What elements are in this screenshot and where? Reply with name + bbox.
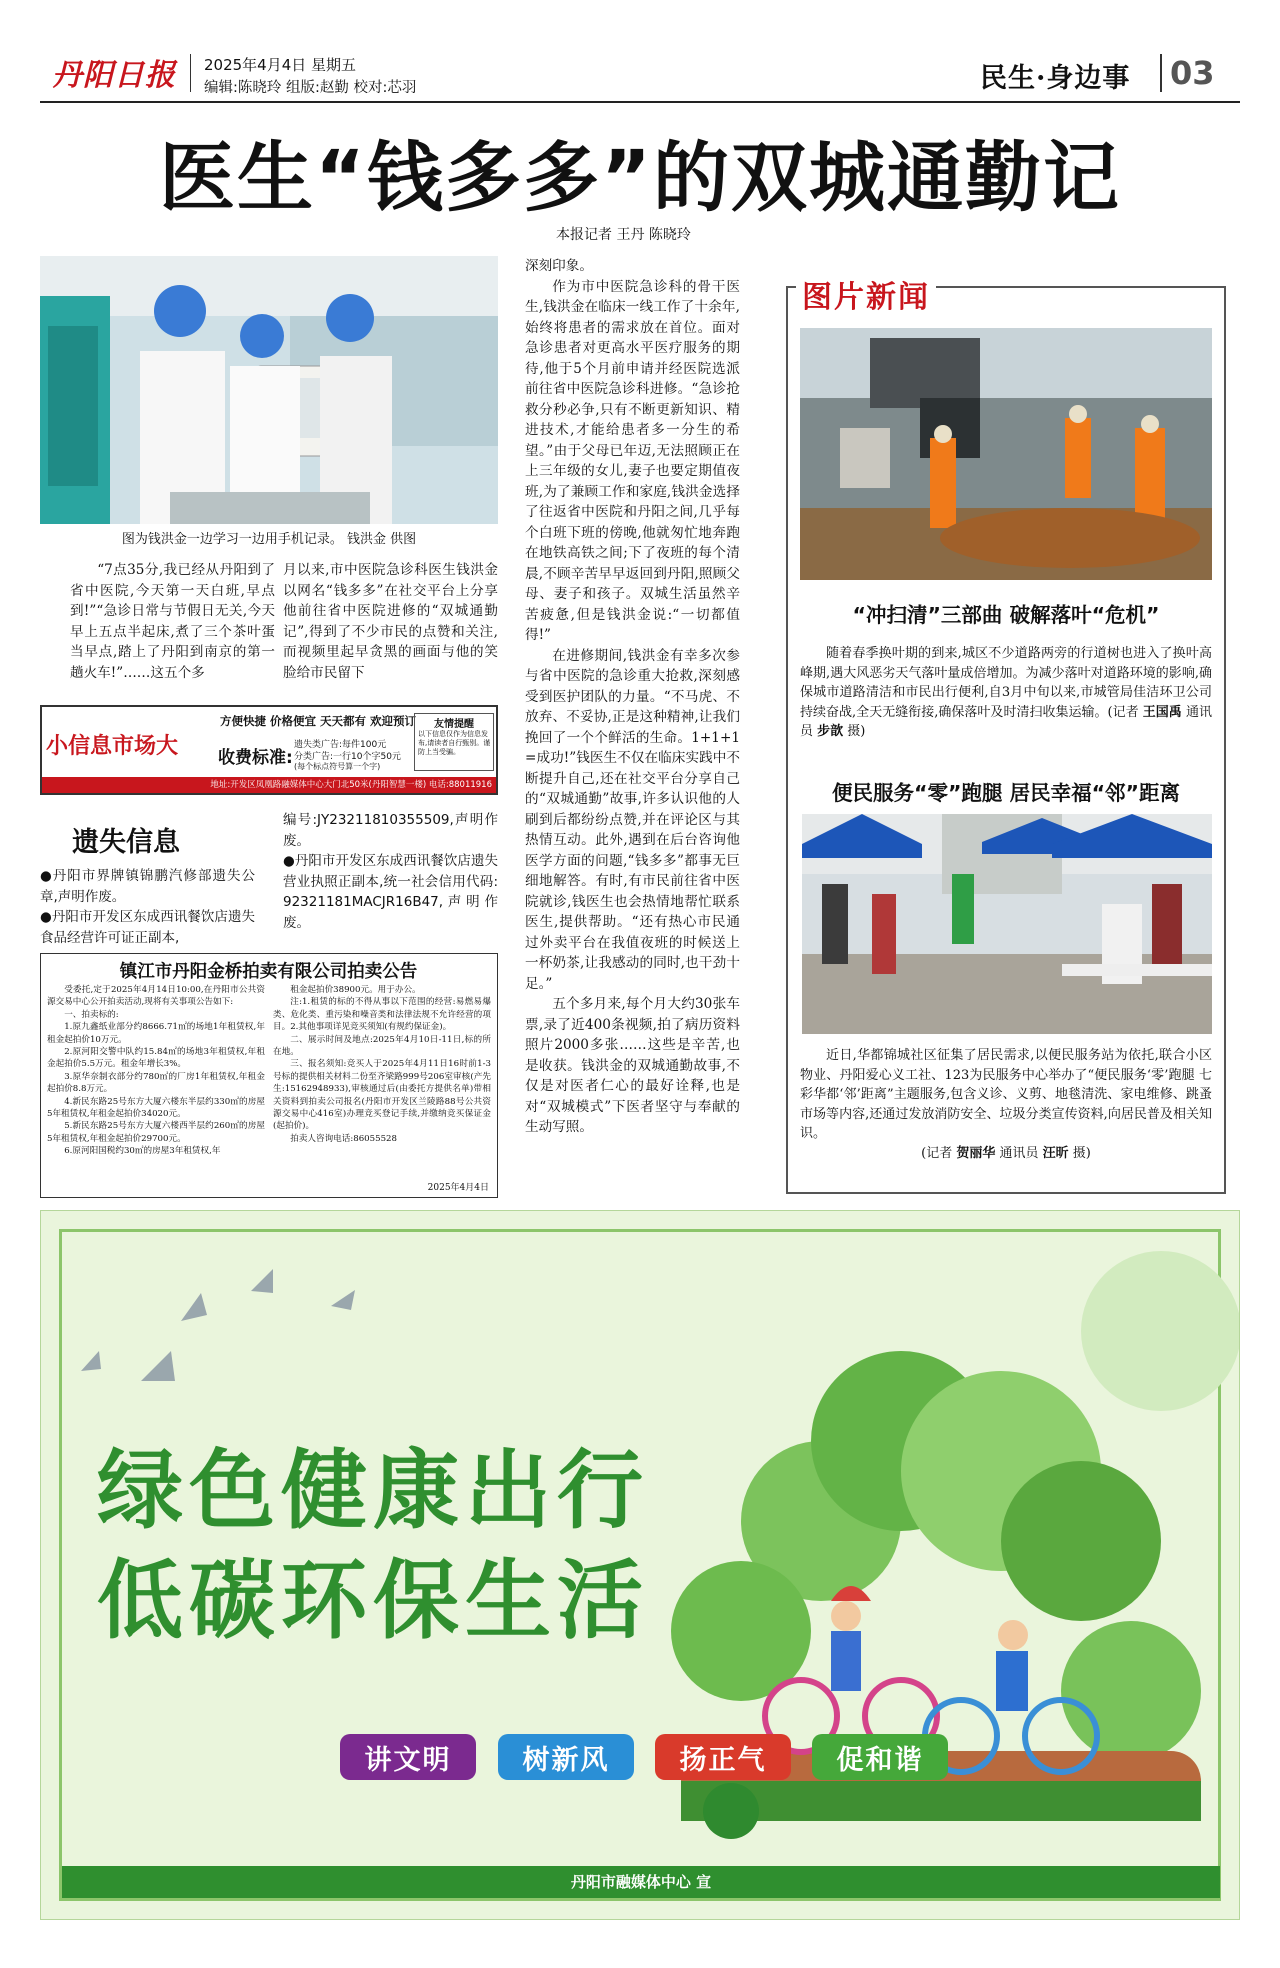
story-col-3-p4: 五个多月来,每个月大约30张车票,录了近400条视频,拍了病历资料照片2000多张……这些是辛苦,也是收获。钱洪金的双城通勤故事,不仅是对医者仁心的最好诠释,也是对“双城模式”下医者坚守与奉献的生动写照。 [525, 996, 740, 1135]
story-col-3-p2: 作为市中医院急诊科的骨干医生,钱洪金在临床一线工作了十余年,始终将患者的需求放在首位。面对急诊患者对更高水平医疗服务的期待,他于5个月前申请并经医院选派前往省中医院急诊科进修。“急诊抢救分秒必争,只有不断更新知识、精进技术,才能给患者多一分生的希望。”由于父母已年迈,无法照顾正在上三年级的女儿,妻子也要定期值夜班,为了兼顾工作和家庭,钱洪金选择了往返省中医院和丹阳之间,几乎每个白班下班的傍晚,他就匆忙地奔跑在地铁高铁之间;下了夜班的每个清晨,不顾辛苦早早返回到丹阳,照顾父母、妻子和孩子。双城生活虽然辛苦疲惫,但是钱洪金说:“一切都值得!” [525, 278, 740, 643]
lost-title: 遗失信息 [72, 827, 180, 858]
lost-item-3: ●丹阳市开发区东成西讯餐饮店遗失营业执照正副本,统一社会信用代码:92321181MACJR16B47,声明作废。 [283, 853, 498, 931]
psa-pill-3: 扬正气 [655, 1734, 791, 1780]
masthead-logo: 丹阳日报 [52, 58, 176, 93]
auction-left-line: 3.原华奈制衣部分约780㎡的厂房1年租赁权,年租金起拍价8.8万元。 [47, 1071, 265, 1095]
psa-line-2: 低碳环保生活 [97, 1551, 649, 1651]
auction-left-line: 2.原河阳交警中队约15.84㎡的场地3年租赁权,年租金起拍价5.5万元。租金年增长3%。 [47, 1047, 265, 1070]
auction-right-line: 注:1.租赁的标的不得从事以下范围的经营:易燃易爆类、危化类、重污染和噪音类和法律法规不允许经营的项目。2.其他事项详见竞买须知(有规约保证金)。 [273, 997, 491, 1033]
market-ad-fee-label: 收费标准: [218, 748, 293, 768]
story-col-2 [283, 560, 498, 683]
story1-credit-mid: 通讯员 [800, 704, 1212, 739]
story2-credit [800, 1144, 1212, 1164]
masthead-editors: 编辑:陈晓玲 组版:赵勤 校对:芯羽 [204, 80, 417, 96]
story-col-3-p3: 在进修期间,钱洪金有幸多次参与省中医院的急诊重大抢救,深刻感受到医护团队的力量。“不马虎、不放弃、不妥协,正是这种精神,让我们挽回了一个个鲜活的生命。1+1+1=成功!”钱医生不仅在临床实践中不断提升自己,还在社交平台分享自己的“双城通勤”故事,许多认识他的人刷到后都纷纷点赞,并在评论区与其热情互动。此外,遇到在后台咨询他医学方面的问题,“钱多多”都事无巨细地解答。有时,有市民前往省中医院就诊,钱医生也会热情地帮忙联系医生,提供帮助。“还有热心市民通过外卖平台在我值夜班的时候送上一杯奶茶,让我感动的同时,也干劲十足。” [525, 647, 740, 992]
auction-title: 镇江市丹阳金桥拍卖有限公司拍卖公告 [119, 962, 418, 982]
masthead-date: 2025年4月4日 星期五 [204, 56, 357, 74]
auction-left-line: 5.新民东路25号东方大厦六楼西半层约260㎡的房屋5年租赁权,年租金起拍价29700元。 [47, 1121, 265, 1144]
story2-credit-post: 摄) [1068, 1145, 1091, 1161]
market-ad-tip-text: 以下信息仅作为信息发布,请读者自行甄别。谨防上当受骗。 [418, 730, 491, 756]
story1-text-main: 随着春季换叶期的到来,城区不少道路两旁的行道树也进入了换叶高峰期,遇大风恶劣天气落叶量成倍增加。为减少落叶对道路环境的影响,确保城市道路清洁和市民出行便利,自3月中旬以来,市城管局佳洁环卫公司持续奋战,全天无缝衔接,确保落叶及时清扫收集运输。 [800, 646, 1212, 720]
page-number: 03 [1170, 54, 1215, 92]
story1-credit-correspondent: 步歆 [817, 724, 844, 739]
street-cleaning-illustration [800, 328, 1212, 580]
market-ad-brand: 小信息市场大 [46, 734, 179, 759]
auction-left-line: 1.原九鑫纸业部分约8666.71㎡的场地1年租赁权,年租金起拍价10万元。 [47, 1022, 265, 1045]
doctors-photo-illustration [40, 256, 498, 524]
section-divider [1160, 54, 1162, 92]
story2-title: 便民服务“零”跑腿 居民幸福“邻”距离 [831, 781, 1181, 805]
auction-right-col [273, 984, 491, 1145]
lost-item-1: ●丹阳市界牌镇锦鹏汽修部遗失公章,声明作废。 [40, 868, 255, 905]
lost-col-right [283, 810, 498, 933]
lost-col-left [40, 866, 255, 948]
community-service-illustration [802, 814, 1212, 1034]
story-col-1-text: “7点35分,我已经从丹阳到了省中医院,今天第一天白班,早点到!”“急诊日常与节假日无关,今天早上五点半起床,煮了三个茶叶蛋当早点,踏上了丹阳到南京的第一趟火车!”……这五个多 [70, 562, 275, 681]
story-col-1 [70, 560, 275, 683]
market-ad-tagline: 方便快捷 价格便宜 天天都有 欢迎预订 [220, 714, 417, 728]
auction-left-line: 6.原河阳国税约30㎡的房屋3年租赁权,年 [64, 1146, 221, 1157]
psa-footer: 丹阳市融媒体中心 宣 [570, 1873, 712, 1891]
auction-right-line: 三、报名须知:竞买人于2025年4月11日16时前1-3号标的提供相关材料二份至齐梁路999号206室审核(产先生:15162948933),审核通过后(由委托方提供名单)带相关资料到拍卖公司报名(丹阳市开发区兰陵路88号公共资源交易中心416室)办理竞买登记手续,并缴纳竞买保证金(起拍价)。 [273, 1059, 491, 1132]
market-ad-fee-1: 遗失类广告:每件100元 [294, 740, 387, 750]
headline: 医生“钱多多”的双城通勤记 [159, 133, 1121, 222]
byline: 本报记者 王丹 陈晓玲 [556, 227, 691, 243]
lost-item-2: ●丹阳市开发区东成西讯餐饮店遗失食品经营许可证正副本, [40, 909, 255, 946]
market-ad-address: 地址:开发区凤凰路融媒体中心大门北50米(丹阳智慧一楼) 电话:88011916 [42, 777, 496, 793]
masthead-rule [40, 101, 1240, 103]
auction-left-line: 一、拍卖标的: [64, 1009, 119, 1020]
auction-notice [40, 953, 498, 1198]
auction-date: 2025年4月4日 [427, 1183, 489, 1193]
auction-right-line: 租金起拍价38900元。用于办公。 [290, 985, 421, 995]
story1-credit-reporter: 王国禹 [1142, 704, 1182, 720]
street-cleaning-photo [800, 328, 1212, 580]
story2-text: 近日,华都锦城社区征集了居民需求,以便民服务站为依托,联合小区物业、丹阳爱心义工社、123为民服务中心举办了“便民服务‘零’跑腿 七彩华都‘邻’距离”主题服务,包含义诊、义剪、地毯清洗、家电维修、跳蚤市场等内容,还通过发放消防安全、垃圾分类宣传资料,向居民普及相关知识。 [800, 1048, 1212, 1141]
market-ad-fee-3: (每个标点符号算一个字) [294, 762, 381, 771]
story-col-3-p1: 深刻印象。 [525, 258, 593, 274]
story2-body [800, 1046, 1212, 1163]
auction-right-line: 二、展示时间及地点:2025年4月10日-11日,标的所在地。 [273, 1034, 491, 1058]
story2-credit-pre: (记者 [921, 1145, 957, 1161]
psa-pill-2: 树新风 [498, 1734, 634, 1780]
story-col-2-text: 月以来,市中医院急诊科医生钱洪金以网名“钱多多”在社交平台上分享他前往省中医院进修的“双城通勤记”,得到了不少市民的点赞和关注,而视频里起早贪黑的画面与他的笑脸给市民留下 [283, 562, 498, 681]
photo-news-header: 图片新闻 [796, 272, 936, 316]
story1-credit-pre: (记者 [1107, 704, 1143, 720]
psa-banner [40, 1210, 1240, 1920]
auction-left-col [47, 984, 265, 1158]
photo-caption: 图为钱洪金一边学习一边用手机记录。 钱洪金 供图 [121, 532, 417, 547]
story1-body [800, 644, 1212, 742]
psa-pill-1: 讲文明 [340, 1734, 476, 1780]
story1-credit-post: 摄) [843, 724, 866, 739]
story1-title: “冲扫清”三部曲 破解落叶“危机” [852, 603, 1160, 627]
story2-credit-reporter: 贺丽华 [956, 1145, 996, 1161]
story2-credit-mid: 通讯员 [995, 1145, 1043, 1161]
auction-left-line: 4.新民东路25号东方大厦六楼东半层约330㎡的房屋5年租赁权,年租金起拍价34020元。 [47, 1096, 265, 1120]
auction-right-line: 拍卖人咨询电话:86055528 [290, 1133, 397, 1144]
story1-text [800, 644, 1212, 742]
market-ad [40, 705, 498, 795]
market-ad-tip-box [414, 713, 494, 771]
auction-left-line: 受委托,定于2025年4月14日10:00,在丹阳市公共资源交易中心公开拍卖活动,现将有关事项公告如下: [47, 985, 265, 1008]
psa-line-1: 绿色健康出行 [97, 1441, 649, 1541]
psa-pill-4: 促和谐 [812, 1734, 948, 1780]
market-ad-tip-title: 友情提醒 [434, 719, 474, 730]
masthead-divider [190, 54, 191, 92]
market-ad-fee-2: 分类广告:一行10个字50元 [294, 752, 401, 762]
lost-item-2-cont: 编号:JY23211810355509,声明作废。 [283, 812, 498, 849]
main-photo [40, 256, 498, 524]
story-col-3 [525, 256, 740, 1138]
community-service-photo [802, 814, 1212, 1034]
section-title: 民生·身边事 [980, 63, 1131, 94]
story2-credit-correspondent: 汪昕 [1042, 1145, 1069, 1161]
